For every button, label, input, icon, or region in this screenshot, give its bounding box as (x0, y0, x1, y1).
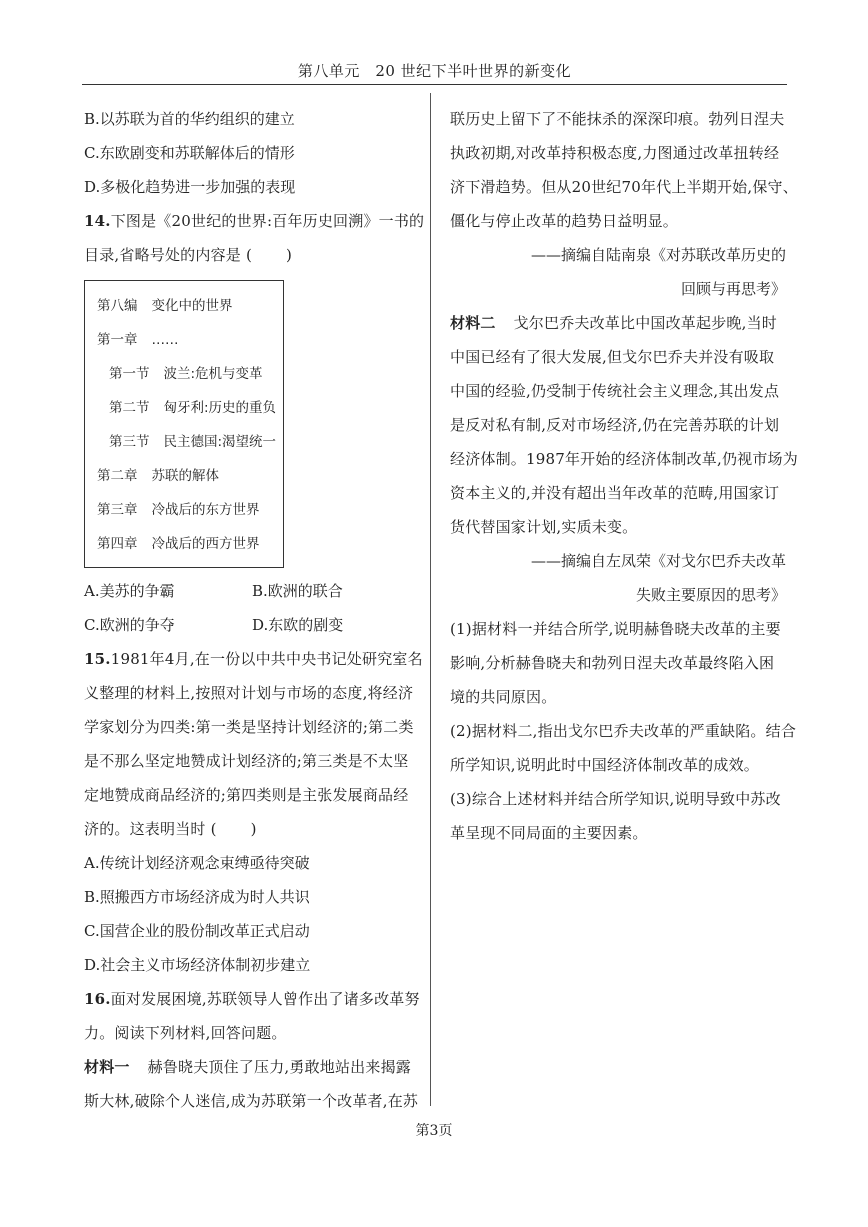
q14-stem-line1: 14.下图是《20世纪的世界:百年历史回溯》一书的 (84, 212, 425, 230)
material2-line1: 材料二 戈尔巴乔夫改革比中国改革起步晚,当时 (450, 314, 777, 332)
material1-line2: 斯大林,破除个人迷信,成为苏联第一个改革者,在苏 (84, 1092, 419, 1110)
toc-entry: 第一节 波兰:危机与变革 (109, 366, 263, 382)
material2-line: 中国已经有了很大发展,但戈尔巴乔夫并没有吸取 (450, 348, 775, 366)
material1-cont-line: 联历史上留下了不能抹杀的深深印痕。勃列日涅夫 (450, 110, 785, 128)
q14-option-c: C.欧洲的争夺 (84, 616, 175, 634)
subquestion-2: (2)据材料二,指出戈尔巴乔夫改革的严重缺陷。结合 (450, 722, 797, 740)
toc-entry: 第二章 苏联的解体 (97, 468, 219, 484)
left-column (84, 102, 425, 1118)
toc-entry: 第二节 匈牙利:历史的重负 (109, 400, 277, 416)
q15-stem-line: 济的。这表明当时 ( ) (84, 820, 257, 838)
material1-source: ——摘编自陆南泉《对苏联改革历史的 (530, 246, 786, 264)
right-column (450, 102, 798, 850)
q15-stem-line1: 15.1981年4月,在一份以中共中央书记处研究室名 (84, 650, 423, 668)
subquestion-1: 境的共同原因。 (450, 688, 557, 706)
q15-stem-line: 义整理的材料上,按照对计划与市场的态度,将经济 (84, 684, 414, 702)
material2-source: ——摘编自左凤荣《对戈尔巴乔夫改革 (530, 552, 786, 570)
q16-number: 16. (84, 990, 111, 1008)
material1-line1: 材料一 赫鲁晓夫顶住了压力,勇敢地站出来揭露 (84, 1058, 411, 1076)
subquestion-2: 所学知识,说明此时中国经济体制改革的成效。 (450, 756, 759, 774)
q14-option-d: D.东欧的剧变 (252, 616, 344, 634)
subquestion-3: (3)综合上述材料并结合所学知识,说明导致中苏改 (450, 790, 781, 808)
q16-stem-line1: 16.面对发展困境,苏联领导人曾作出了诸多改革努 (84, 990, 420, 1008)
toc-entry: 第四章 冷战后的西方世界 (97, 536, 260, 552)
toc-entry: 第三节 民主德国:渴望统一 (109, 434, 277, 450)
toc-entry: 第三章 冷战后的东方世界 (97, 502, 260, 518)
q14-options-row2 (84, 608, 420, 642)
q15-option-d: D.社会主义市场经济体制初步建立 (84, 956, 311, 974)
q13-option-b: B.以苏联为首的华约组织的建立 (84, 110, 295, 128)
toc-entry: 第一章 …… (97, 332, 179, 348)
material1-source: 回顾与再思考》 (680, 280, 786, 298)
material2-line: 是反对私有制,反对市场经济,仍在完善苏联的计划 (450, 416, 780, 434)
material1-label: 材料一 (84, 1058, 130, 1076)
subquestion-1: (1)据材料一并结合所学,说明赫鲁晓夫改革的主要 (450, 620, 781, 638)
material2-line: 经济体制。1987年开始的经济体制改革,仍视市场为 (450, 450, 798, 468)
subquestion-3: 革呈现不同局面的主要因素。 (450, 824, 648, 842)
table-of-contents (84, 280, 284, 568)
subquestion-1: 影响,分析赫鲁晓夫和勃列日涅夫改革最终陷入困 (450, 654, 775, 672)
q15-option-c: C.国营企业的股份制改革正式启动 (84, 922, 310, 940)
material2-line: 资本主义的,并没有超出当年改革的范畴,用国家订 (450, 484, 780, 502)
q14-option-a: A.美苏的争霸 (84, 582, 175, 600)
page-header: 第八单元 20 世纪下半叶世界的新变化 (297, 62, 572, 80)
material2-line: 货代替国家计划,实质未变。 (450, 518, 638, 536)
q15-option-a: A.传统计划经济观念束缚亟待突破 (84, 854, 310, 872)
material1-cont-line: 执政初期,对改革持积极态度,力图通过改革扭转经 (450, 144, 780, 162)
q15-stem-line: 学家划分为四类:第一类是坚持计划经济的;第二类 (84, 718, 414, 736)
material1-cont-line: 济下滑趋势。但从20世纪70年代上半期开始,保守、 (450, 178, 798, 196)
material2-label: 材料二 (450, 314, 496, 332)
q14-stem-line2: 目录,省略号处的内容是 ( ) (84, 246, 293, 264)
q13-option-d: D.多极化趋势进一步加强的表现 (84, 178, 296, 196)
q15-number: 15. (84, 650, 111, 668)
header-rule (82, 84, 787, 85)
material1-cont-line: 僵化与停止改革的趋势日益明显。 (450, 212, 679, 230)
q15-option-b: B.照搬西方市场经济成为时人共识 (84, 888, 310, 906)
material2-source: 失败主要原因的思考》 (635, 586, 786, 604)
q13-option-c: C.东欧剧变和苏联解体后的情形 (84, 144, 295, 162)
q14-option-b: B.欧洲的联合 (252, 582, 343, 600)
page-number: 第3页 (415, 1123, 453, 1139)
toc-entry: 第八编 变化中的世界 (97, 298, 233, 314)
q14-number: 14. (84, 212, 111, 230)
q15-stem-line: 是不那么坚定地赞成计划经济的;第三类是不太坚 (84, 752, 409, 770)
material2-line: 中国的经验,仍受制于传统社会主义理念,其出发点 (450, 382, 780, 400)
column-divider (430, 93, 431, 1106)
q15-stem-line: 定地赞成商品经济的;第四类则是主张发展商品经 (84, 786, 409, 804)
q16-stem-line2: 力。阅读下列材料,回答问题。 (84, 1024, 287, 1042)
q14-options-row1 (84, 574, 420, 608)
